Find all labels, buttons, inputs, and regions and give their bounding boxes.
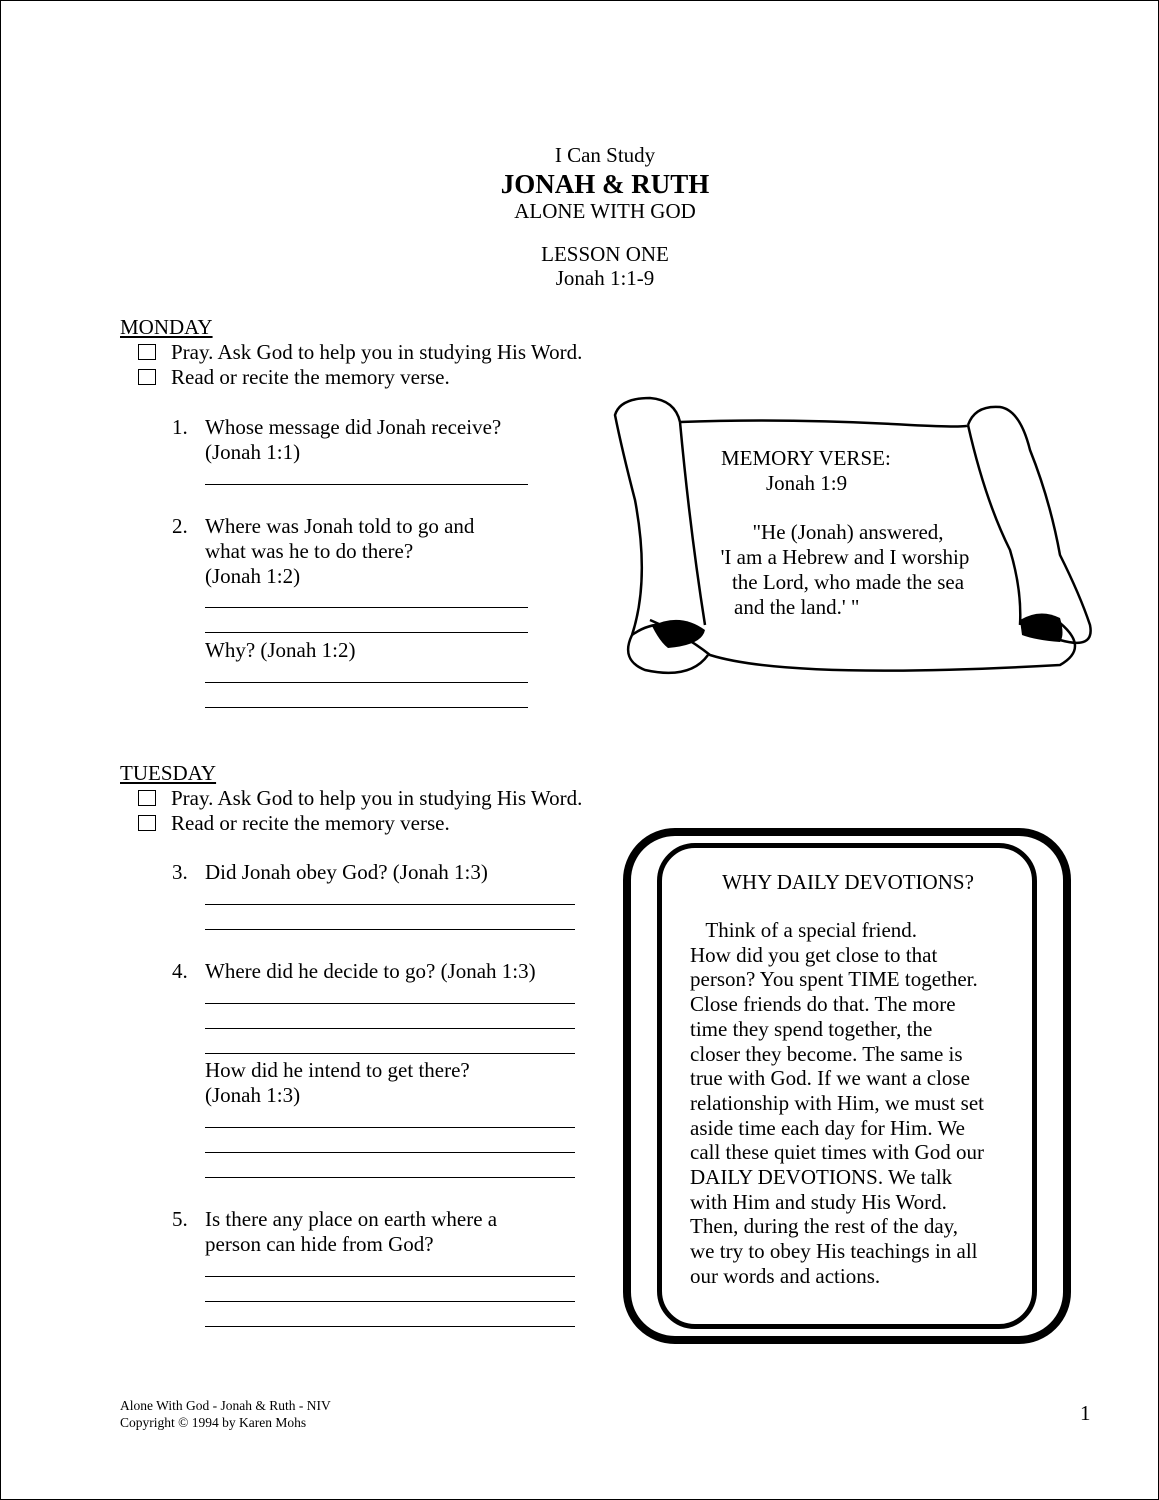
page-number: 1: [1080, 1401, 1091, 1425]
question-number: 3.: [172, 860, 188, 884]
answer-line[interactable]: [205, 1301, 575, 1302]
question-3-text: Did Jonah obey God? (Jonah 1:3): [205, 860, 488, 884]
page-subtitle: ALONE WITH GOD: [514, 199, 696, 223]
answer-line[interactable]: [205, 682, 528, 683]
question-2-text: Where was Jonah told to go and: [205, 514, 475, 538]
tuesday-heading: TUESDAY: [120, 761, 217, 785]
answer-line[interactable]: [205, 1053, 575, 1054]
answer-line[interactable]: [205, 1326, 575, 1327]
question-number: 2.: [172, 514, 188, 538]
monday-verse-checkbox[interactable]: [138, 369, 156, 385]
devotions-line: person? You spent TIME together.: [690, 967, 978, 992]
devotions-line: call these quiet times with God our: [690, 1140, 984, 1165]
devotions-line: relationship with Him, we must set: [690, 1090, 984, 1115]
memory-verse-text: and the land.' ": [734, 595, 860, 619]
answer-line[interactable]: [205, 929, 575, 930]
devotions-line: our words and actions.: [690, 1263, 881, 1288]
answer-line[interactable]: [205, 1127, 575, 1128]
devotions-line: with Him and study His Word.: [690, 1189, 947, 1214]
memory-verse-text: 'I am a Hebrew and I worship: [720, 545, 970, 569]
answer-line[interactable]: [205, 1276, 575, 1277]
lesson-label: LESSON ONE: [541, 242, 669, 266]
tuesday-verse-checkbox[interactable]: [138, 815, 156, 831]
tuesday-pray-checkbox[interactable]: [138, 790, 156, 806]
question-2-followup: Why? (Jonah 1:2): [205, 638, 356, 662]
devotions-line: aside time each day for Him. We: [690, 1115, 965, 1140]
question-5-text: Is there any place on earth where a: [205, 1207, 498, 1231]
answer-line[interactable]: [205, 1028, 575, 1029]
question-5-text: person can hide from God?: [205, 1232, 434, 1256]
devotions-line: How did you get close to that: [690, 942, 938, 967]
tuesday-pray-label: Pray. Ask God to help you in studying His Word.: [171, 786, 583, 810]
devotions-line: closer they become. The same is: [690, 1041, 963, 1066]
series-title: I Can Study: [554, 143, 656, 167]
devotions-line: true with God. If we want a close: [690, 1066, 970, 1091]
devotions-title: WHY DAILY DEVOTIONS?: [722, 870, 974, 894]
question-number: 1.: [172, 415, 188, 439]
memory-verse-text: "He (Jonah) answered,: [752, 520, 944, 544]
question-number: 4.: [172, 959, 188, 983]
question-4-followup-ref: (Jonah 1:3): [205, 1083, 301, 1107]
answer-line[interactable]: [205, 632, 528, 633]
answer-line[interactable]: [205, 1177, 575, 1178]
answer-line[interactable]: [205, 484, 528, 485]
memory-verse-ref: Jonah 1:9: [766, 471, 848, 495]
question-2-text: what was he to do there?: [205, 539, 414, 563]
page-title: JONAH & RUTH: [500, 169, 710, 199]
question-number: 5.: [172, 1207, 188, 1231]
tuesday-verse-label: Read or recite the memory verse.: [171, 811, 450, 835]
question-4-text: Where did he decide to go? (Jonah 1:3): [205, 959, 536, 983]
devotions-line: Think of a special friend.: [690, 918, 918, 942]
monday-verse-label: Read or recite the memory verse.: [171, 365, 450, 389]
devotions-paragraph: [690, 918, 984, 1289]
answer-line[interactable]: [205, 607, 528, 608]
devotions-line: we try to obey His teachings in all: [690, 1239, 978, 1264]
answer-line[interactable]: [205, 707, 528, 708]
monday-pray-checkbox[interactable]: [138, 344, 156, 360]
question-2-ref: (Jonah 1:2): [205, 564, 301, 588]
devotions-line: time they spend together, the: [690, 1016, 933, 1041]
memory-verse-text: the Lord, who made the sea: [731, 570, 965, 594]
answer-line[interactable]: [205, 904, 575, 905]
footer-book-title: Alone With God - Jonah & Ruth - NIV: [120, 1398, 331, 1413]
lesson-passage: Jonah 1:1-9: [555, 266, 655, 290]
question-4-followup: How did he intend to get there?: [205, 1058, 470, 1082]
devotions-line: Then, during the rest of the day,: [690, 1214, 959, 1239]
monday-pray-label: Pray. Ask God to help you in studying His Word.: [171, 340, 583, 364]
answer-line[interactable]: [205, 1003, 575, 1004]
answer-line[interactable]: [205, 1152, 575, 1153]
devotions-line: DAILY DEVOTIONS. We talk: [690, 1165, 953, 1190]
question-1-text: Whose message did Jonah receive?: [205, 415, 502, 439]
memory-verse-label: MEMORY VERSE:: [721, 446, 891, 470]
devotions-line: Close friends do that. The more: [690, 992, 956, 1017]
footer-copyright: Copyright © 1994 by Karen Mohs: [120, 1415, 307, 1430]
question-1-ref: (Jonah 1:1): [205, 440, 301, 464]
monday-heading: MONDAY: [120, 315, 213, 339]
